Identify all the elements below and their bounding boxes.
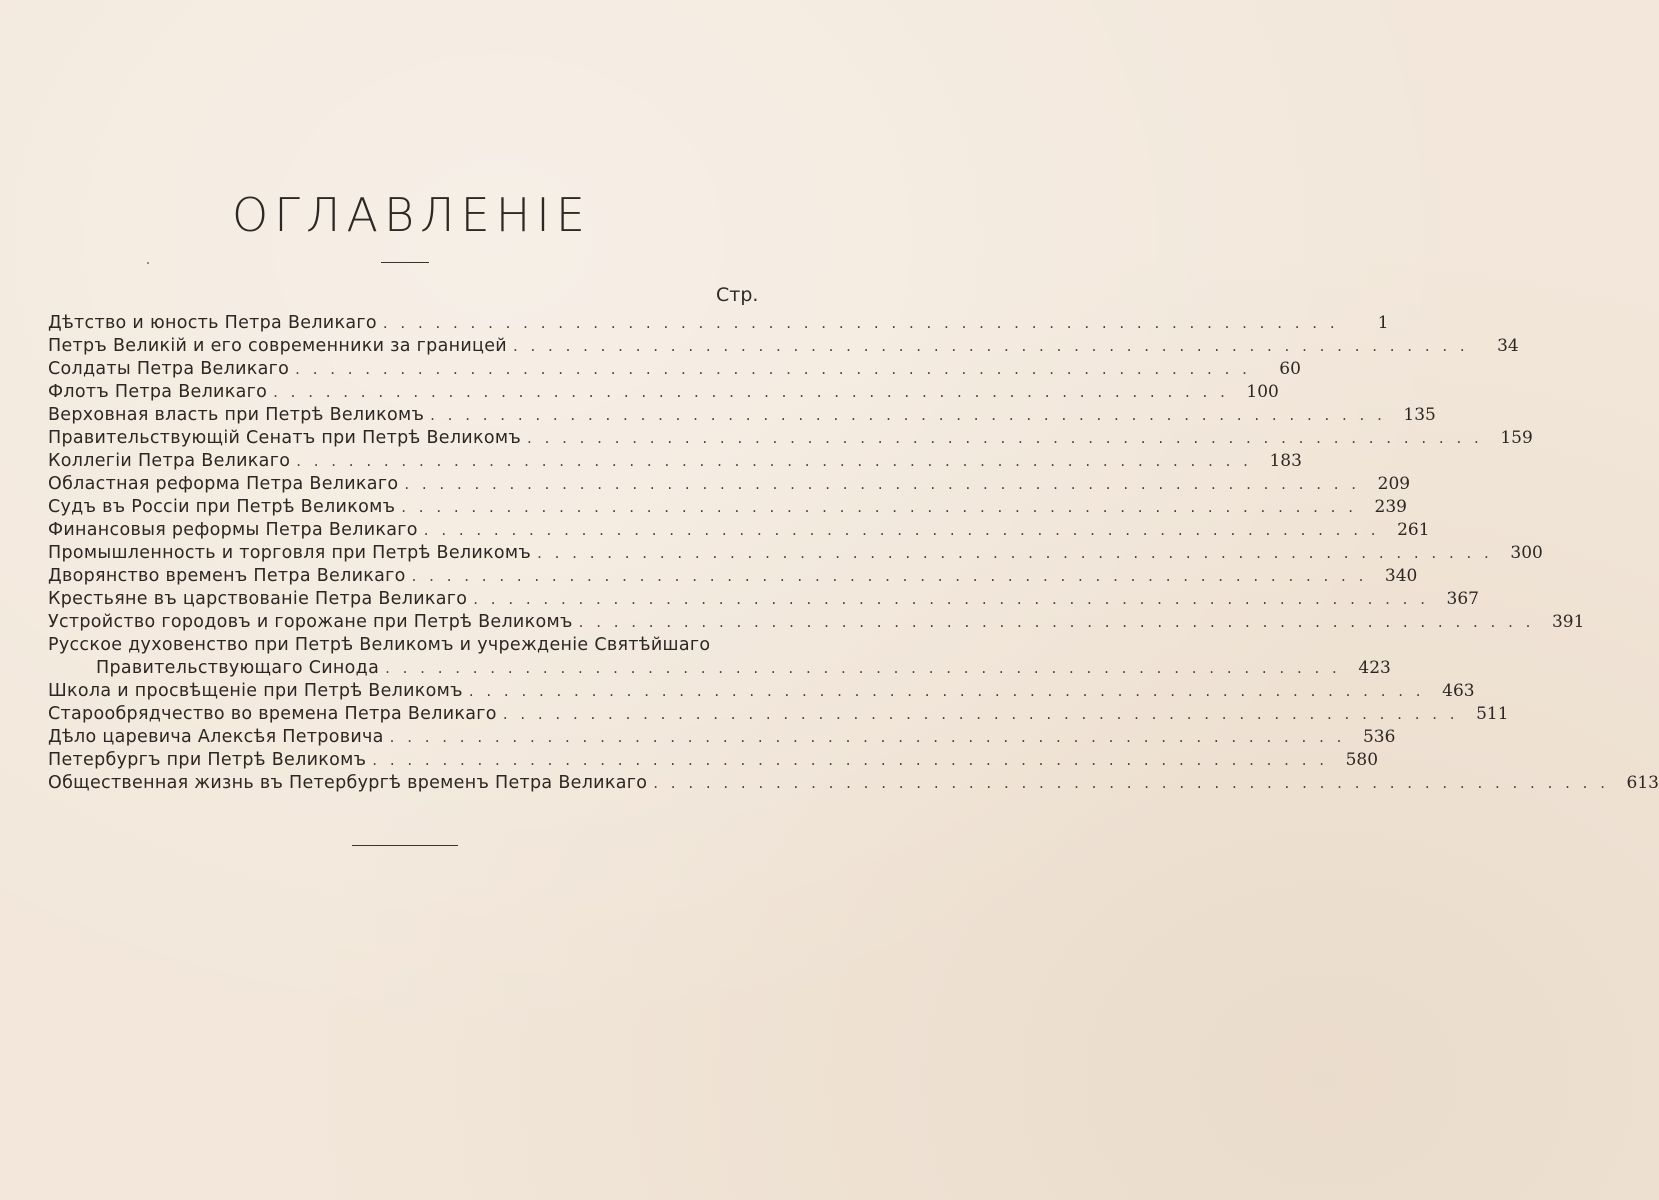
toc-entry-page: 135 — [1403, 405, 1436, 425]
title-divider — [381, 262, 429, 263]
toc-entry — [48, 542, 1543, 565]
toc-entry-title: Коллегіи Петра Великаго — [48, 451, 291, 471]
toc-entry-page: 536 — [1362, 727, 1396, 747]
toc-entry-title: Промышленность и торговля при Петрѣ Великомъ — [48, 543, 532, 563]
toc-entry-page: 239 — [1374, 497, 1407, 517]
toc-entry-page: 391 — [1551, 612, 1585, 632]
toc-entry-page: 580 — [1345, 750, 1379, 770]
toc-entry-title: Дворянство временъ Петра Великаго — [48, 566, 406, 586]
dot-leader — [430, 404, 1386, 427]
dot-leader — [513, 335, 1469, 358]
toc-entry — [48, 519, 1430, 542]
toc-entry — [48, 588, 1479, 611]
toc-entry-continuation — [48, 657, 1391, 680]
toc-entry-page: 463 — [1442, 681, 1475, 701]
dot-leader — [653, 772, 1609, 795]
dot-leader — [537, 542, 1493, 565]
toc-entry-title: Русское духовенство при Петрѣ Великомъ и учрежденіе Святѣйшаго — [48, 635, 711, 655]
toc-entry-title: Общественная жизнь въ Петербургѣ временъ Петра Великаго — [48, 773, 648, 793]
dot-leader — [527, 427, 1483, 450]
toc-entry — [48, 611, 1585, 634]
dot-leader — [385, 657, 1341, 680]
dot-leader — [473, 588, 1429, 611]
toc-entry — [48, 565, 1418, 588]
toc-entry-title: Школа и просвѣщеніе при Петрѣ Великомъ — [48, 681, 463, 701]
dot-leader — [469, 680, 1425, 703]
toc-entry-page: 60 — [1279, 359, 1301, 379]
toc-entry-title: Старообрядчество во времена Петра Великаго — [48, 704, 497, 724]
toc-entry — [48, 335, 1519, 358]
toc-entry — [48, 496, 1407, 519]
toc-entry-page: 209 — [1377, 474, 1411, 494]
dot-leader — [412, 565, 1368, 588]
dot-leader — [295, 358, 1251, 381]
toc-entry-title: Областная реформа Петра Великаго — [48, 474, 399, 494]
toc-entry-title: Устройство городовъ и горожане при Петрѣ Великомъ — [48, 612, 573, 632]
toc-entry-page: 340 — [1384, 566, 1418, 586]
toc-entry-title: Петръ Великій и его современники за границей — [48, 336, 507, 356]
toc-entry — [48, 726, 1396, 749]
toc-entry-page: 1 — [1377, 313, 1389, 333]
toc-entry-title: Верховная власть при Петрѣ Великомъ — [48, 405, 425, 425]
end-divider — [352, 845, 458, 846]
dot-leader — [579, 611, 1535, 634]
dot-leader — [273, 381, 1229, 404]
toc-entry-page: 367 — [1446, 589, 1479, 609]
toc-entry-page: 423 — [1358, 658, 1391, 678]
toc-entry-title: Флотъ Петра Великаго — [48, 382, 268, 402]
toc-entry-page: 100 — [1246, 382, 1279, 402]
toc-entry — [48, 703, 1509, 726]
toc-entry-page: 261 — [1397, 520, 1430, 540]
toc-entry — [48, 680, 1475, 703]
toc-entry-title: Петербургъ при Петрѣ Великомъ — [48, 750, 367, 770]
table-of-contents — [48, 312, 1659, 795]
dot-leader — [296, 450, 1252, 473]
toc-entry-title: Солдаты Петра Великаго — [48, 359, 290, 379]
toc-entry — [48, 358, 1301, 381]
toc-entry-page: 183 — [1269, 451, 1302, 471]
toc-entry — [48, 749, 1379, 772]
dot-leader — [383, 312, 1339, 335]
toc-entry — [48, 772, 1659, 795]
toc-entry-page: 34 — [1497, 336, 1519, 356]
toc-entry-title: Дѣло царевича Алексѣя Петровича — [48, 727, 384, 747]
page-title: ОГЛАВЛЕНІЕ — [232, 188, 591, 242]
dot-leader — [372, 749, 1328, 772]
toc-entry-title: Правительствующій Сенатъ при Петрѣ Великомъ — [48, 428, 522, 448]
toc-entry-title: Судъ въ Россіи при Петрѣ Великомъ — [48, 497, 396, 517]
toc-entry-title-continuation: Правительствующаго Синода — [96, 658, 380, 678]
toc-entry — [48, 312, 1389, 335]
toc-entry — [48, 450, 1302, 473]
toc-entry-page: 159 — [1500, 428, 1533, 448]
dot-leader — [401, 496, 1357, 519]
toc-entry-title: Крестьяне въ царствованіе Петра Великаго — [48, 589, 468, 609]
toc-entry — [48, 634, 764, 657]
paper-speck — [147, 262, 149, 264]
dot-leader — [424, 519, 1380, 542]
toc-entry — [48, 427, 1533, 450]
toc-entry-title: Финансовыя реформы Петра Великаго — [48, 520, 418, 540]
toc-entry-page: 511 — [1476, 704, 1509, 724]
page-column-header: Стр. — [716, 284, 759, 306]
toc-entry-page: 613 — [1626, 773, 1659, 793]
dot-leader — [404, 473, 1360, 496]
toc-entry-page: 300 — [1510, 543, 1543, 563]
toc-entry — [48, 473, 1411, 496]
toc-entry-title: Дѣтство и юность Петра Великаго — [48, 313, 377, 333]
dot-leader — [390, 726, 1346, 749]
toc-entry — [48, 381, 1279, 404]
toc-entry — [48, 404, 1436, 427]
dot-leader — [503, 703, 1459, 726]
